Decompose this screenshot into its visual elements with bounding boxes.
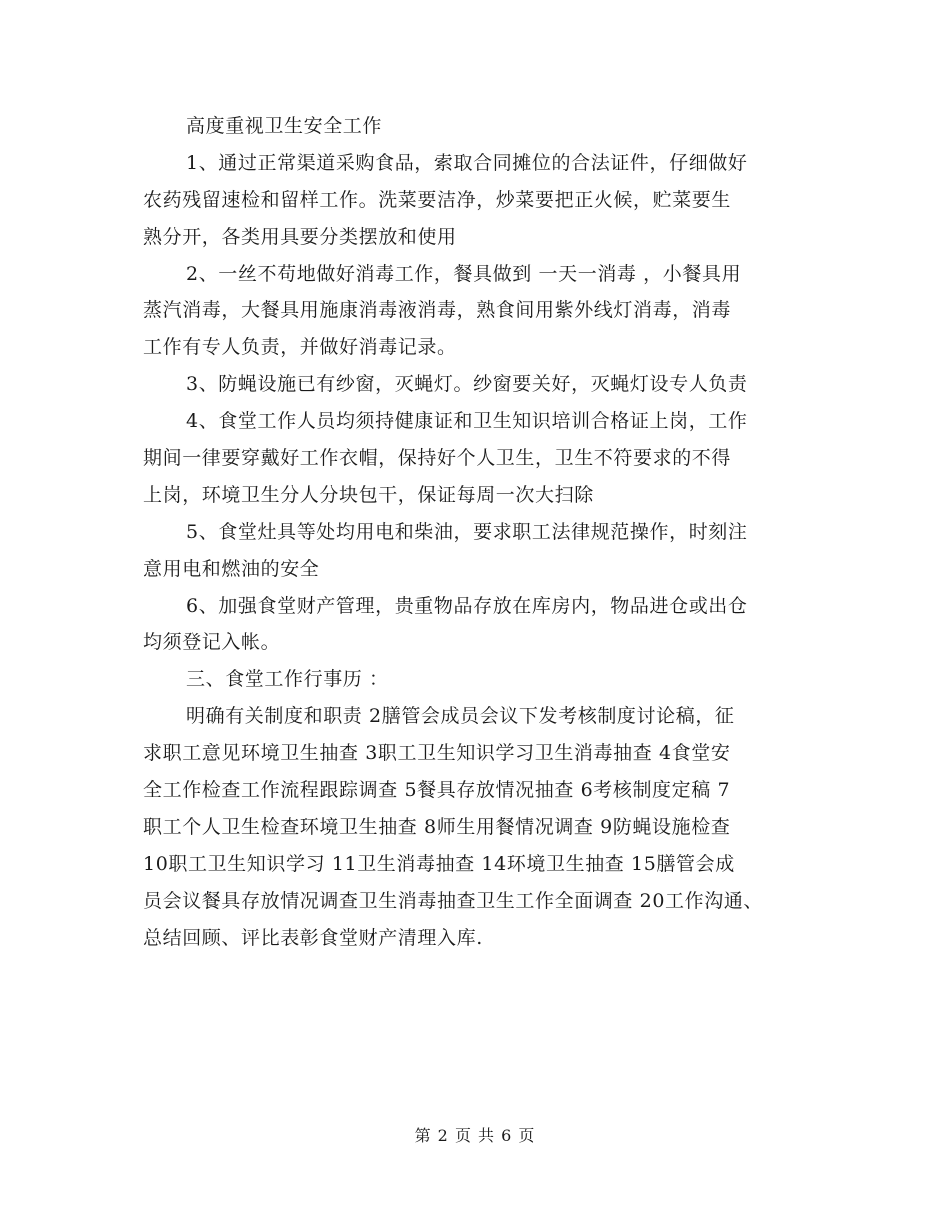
paragraph-line: 求职工意见环境卫生抽查 3职工卫生知识学习卫生消毒抽查 4食堂安 [143,742,731,765]
document-body [143,108,811,956]
paragraph-line: 农药残留速检和留样工作。洗菜要洁净，炒菜要把正火候，贮菜要生 [143,188,732,211]
paragraph-line: 高度重视卫生安全工作 [186,115,383,137]
paragraph-line: 蒸汽消毒，大餐具用施康消毒液消毒，熟食间用紫外线灯消毒，消毒 [143,299,732,322]
section-heading: 三、食堂工作行事历 ： [186,668,389,691]
paragraph-line: 员会议餐具存放情况调查卫生消毒抽查卫生工作全面调查 20工作沟通、 [143,889,764,912]
paragraph-line: 总结回顾、评比表彰食堂财产清理入库. [143,926,483,949]
paragraph-line: 熟分开，各类用具要分类摆放和使用 [143,225,457,248]
paragraph-line: 4、食堂工作人员均须持健康证和卫生知识培训合格证上岗，工作 [186,410,748,433]
paragraph-line: 6、加强食堂财产管理，贵重物品存放在库房内，物品进仓或出仓 [186,594,748,617]
page-number-footer: 第 2 页 共 6 页 [414,1126,536,1145]
paragraph-line: 均须登记入帐。 [143,631,281,654]
paragraph-line: 上岗，环境卫生分人分块包干，保证每周一次大扫除 [143,483,594,506]
paragraph-line: 明确有关制度和职责 2膳管会成员会议下发考核制度讨论稿，征 [186,705,735,728]
paragraph-line: 10职工卫生知识学习 11卫生消毒抽查 14环境卫生抽查 15膳管会成 [143,852,735,875]
paragraph-line: 工作有专人负责，并做好消毒记录。 [143,336,457,359]
paragraph-line: 3、防蝇设施已有纱窗，灭蝇灯。纱窗要关好，灭蝇灯设专人负责 [186,373,748,396]
paragraph-line: 期间一律要穿戴好工作衣帽，保持好个人卫生，卫生不符要求的不得 [143,447,732,470]
paragraph-line: 1、通过正常渠道采购食品，索取合同摊位的合法证件，仔细做好 [186,151,748,174]
paragraph-line: 全工作检查工作流程跟踪调查 5餐具存放情况抽查 6考核制度定稿 7 [143,779,731,802]
paragraph-line: 意用电和燃油的安全 [143,557,320,580]
paragraph-line: 职工个人卫生检查环境卫生抽查 8师生用餐情况调查 9防蝇设施检查 [143,815,731,838]
paragraph-line: 2、一丝不苟地做好消毒工作，餐具做到 一天一消毒 ，小餐具用 [186,262,742,285]
paragraph-line: 5、食堂灶具等处均用电和柴油，要求职工法律规范操作，时刻注 [186,520,748,543]
